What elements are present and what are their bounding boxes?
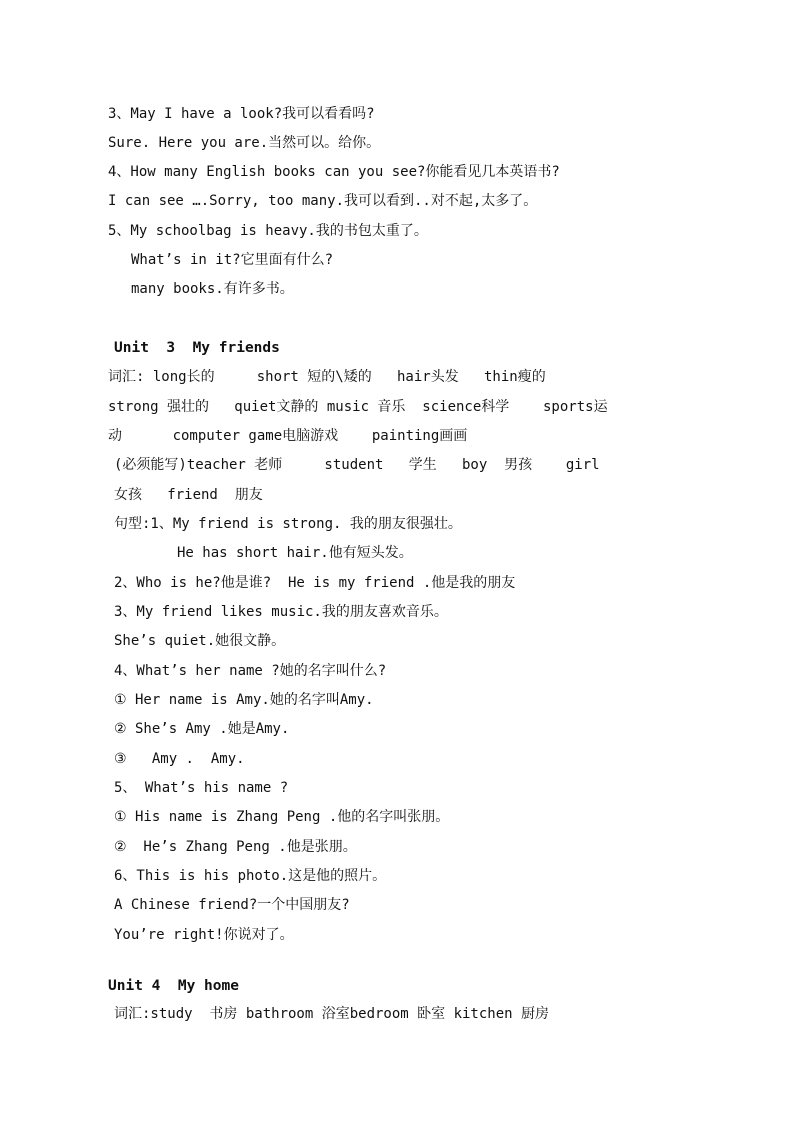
text-line: ③ Amy . Amy. [114,751,245,767]
text-line: A Chinese friend?一个中国朋友? [114,897,350,913]
text-line: 5、My schoolbag is heavy.我的书包太重了。 [108,223,428,239]
text-line: 4、How many English books can you see?你能看见几本英语书? [108,164,560,180]
unit-3-heading: Unit 3 My friends [114,340,280,356]
text-line: 4、What’s her name ?她的名字叫什么? [114,663,387,679]
text-line: What’s in it?它里面有什么? [131,252,334,268]
text-line: (必须能写)teacher 老师 student 学生 boy 男孩 girl [114,457,600,473]
text-line: She’s quiet.她很文静。 [114,633,286,649]
text-line: Sure. Here you are.当然可以。给你。 [108,135,381,151]
text-line: 5、 What’s his name ? [114,780,289,796]
text-line: 句型:1、My friend is strong. 我的朋友很强壮。 [114,516,462,532]
text-line: 2、Who is he?他是谁? He is my friend .他是我的朋友 [114,575,516,591]
text-line: ② She’s Amy .她是Amy. [114,721,290,737]
text-line: strong 强壮的 quiet文静的 music 音乐 science科学 sports运 [108,399,608,415]
text-line: You’re right!你说对了。 [114,927,294,943]
text-line: many books.有许多书。 [131,281,294,297]
text-line: 女孩 friend 朋友 [114,487,263,503]
text-line: 6、This is his photo.这是他的照片。 [114,868,387,884]
text-line: ① His name is Zhang Peng .他的名字叫张朋。 [114,809,450,825]
text-line: I can see ….Sorry, too many.我可以看到..对不起,太多了。 [108,193,538,209]
text-line: 3、May I have a look?我可以看看吗? [108,106,375,122]
text-line: He has short hair.他有短头发。 [177,545,413,561]
text-line: 词汇:study 书房 bathroom 浴室bedroom 卧室 kitchen 厨房 [114,1006,550,1022]
unit-4-heading: Unit 4 My home [108,978,239,994]
text-line: 动 computer game电脑游戏 painting画画 [108,428,468,444]
text-line: ① Her name is Amy.她的名字叫Amy. [114,692,374,708]
text-line: 词汇: long长的 short 短的\矮的 hair头发 thin瘦的 [108,369,546,385]
text-line: 3、My friend likes music.我的朋友喜欢音乐。 [114,604,448,620]
text-line: ② He’s Zhang Peng .他是张朋。 [114,839,357,855]
